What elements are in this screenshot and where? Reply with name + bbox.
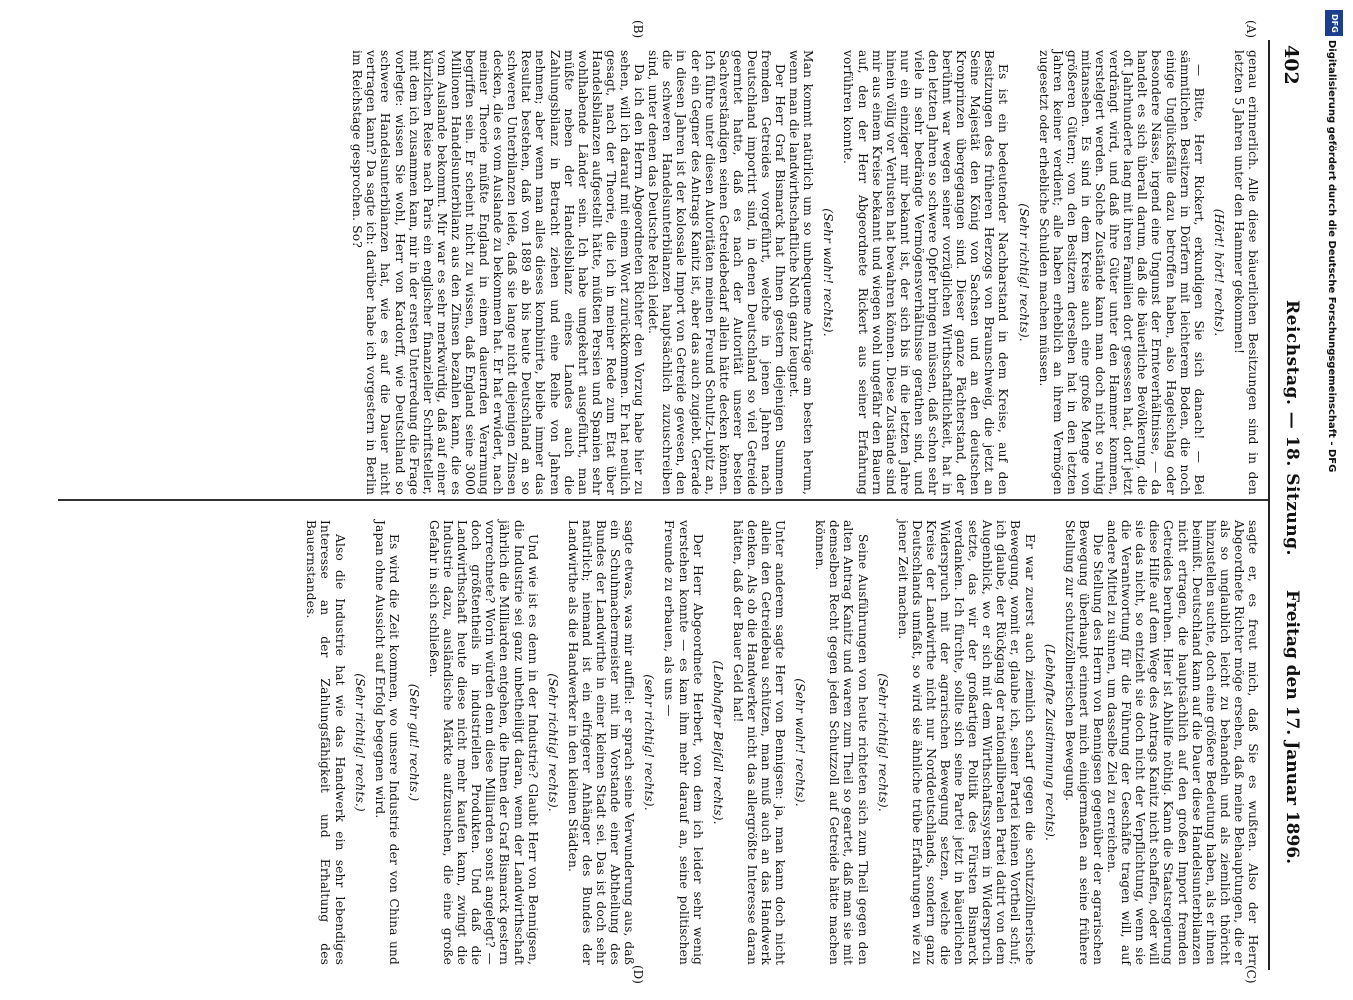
rotated-page <box>50 0 1310 1000</box>
paragraph: Man kommt natürlich um so unbequeme Anträge am besten herum, wenn man die landwirthschaftliche Noth ganz leugnet. <box>787 50 816 495</box>
interjection: (Sehr wahr! rechts). <box>821 208 836 337</box>
paragraph: genau erinnerlich. Alle diese bäuerlichen Besitzungen sind in den letzten 5 Jahren unter den Hammer gekommen! <box>1231 50 1260 495</box>
margin-marker-b: (B) <box>631 20 645 39</box>
left-column <box>350 50 1260 495</box>
margin-marker-d: (D) <box>631 965 645 984</box>
page-header <box>1274 0 1310 1000</box>
page-number: 402 <box>1280 45 1302 85</box>
margin-marker-c: (C) <box>1244 965 1258 984</box>
sidebar-credit <box>1322 10 1352 990</box>
paragraph: sagte etwas, was mir auffiel: er sprach seine Verwunderung aus, daß ein Schuhmachermeister mit im Vorstande einer Abtheilung des Bundes der Landwirthe in einer kleinen Stadt sei. Das ist doch sehr natürlich; niemand ist ein eifrigerer Anhänger des Bundes der Landwirthe als die Handwerker in den kleinen Städten. <box>565 520 637 965</box>
paragraph: Es ist ein bedeutender Nachbarstand in dem Kreise, auf den Besitzungen des früheren Herzogs von Braunschweig, die jetzt an Seine Majestät den König von Sachsen und an den deutschen Kronprinzen übergegangen sind. Dieser ganze Pächterstand, der berühmt war wegen seiner vorzüglichen Wirthschaftlichkeit, hat in den letzten Jahren so schwere Opfer bringen müssen, daß schon sehr viele in sehr bedrängte Vermögensverhältnisse gerathen sind, und nur ein einziger mir bekannt ist, der sich bis in die letzten Jahre hinein völlig vor Verlusten hat bewahren können. Diese Zustände sind mir aus einem Kreise bekannt und wiegen wohl ungefähr den Bauern auf, den der Herr Abgeordnete Rickert aus seiner Erfahrung vorführen konnte. <box>841 50 1011 495</box>
interjection: (Sehr richtig! rechts). <box>1016 203 1031 342</box>
paragraph: Er war zuerst auch ziemlich scharf gegen die schutzzöllnerische Bewegung, womit er, glaube ich, seiner Partei keinen Vortheil schuf; ich glaube, der Rückgang der nationalliberalen Partei datirt von dem Augenblick, wo er sich mit dem Wirthschaftssystem in Widerspruch setzte, das wir der großartigen Politik des Fürsten Bismarck verdanken. Ich fürchte, sollte sich seine Partei jetzt in bäuerlichen Widerspruch mit der agrarischen Bewegung setzen, welche die Kreise der Landwirthe nicht nur Norddeutschlands, sondern ganz Deutschlands umfaßt, so wird sie ähnliche trübe Erfahrungen wie zu jener Zeit machen. <box>895 520 1037 965</box>
session-date: Freitag den 17. Januar 1896. <box>1282 590 1302 865</box>
paragraph: Es wird die Zeit kommen, wo unsere Industrie der von China und Japan ohne Aussicht auf Erfolg begegnen wird. <box>372 520 401 965</box>
paragraph: sagte er, es freut mich, daß Sie es wußten. Also der Herr Abgeordnete Richter möge ersehen, daß meine Behauptungen, die er als so unglaublich leicht zu behandeln und als ziemlich thöricht hinzustellen suchte, doch eine größere Bedeutung haben, als er ihnen beimißt. Deutschland kann auf die Dauer diese Handelsunterbilanzen nicht ertragen, die hauptsächlich auf den großen Import fremden Getreides beruhen. Hier ist Abhilfe nöthig. Kann die Staatsregierung diese Hilfe auf dem Wege des Antrags Kanitz nicht schaffen, oder will sie das nicht, so entzieht sie doch nicht der Verpflichtung, wenn sie die Verantwortung für die Führung der Geschäfte tragen will, auf andere Mittel zu sinnen, um dasselbe Ziel zu erreichen. <box>1105 520 1260 965</box>
interjection: (Sehr richtig! rechts.) <box>352 673 367 812</box>
paragraph: Und wie ist es denn in der Industrie? Glaubt Herr von Bennigsen, die Industrie sei ganz unbetheiligt daran, wenn der Landwirthschaft jährlich die Milliarden entgehen, die Ihnen der Graf Bismarck gestern vorrechnete? Worin würden denn diese Milliarden sonst angelegt? — doch größtentheils in industriellen Produkten. Und daß die Landwirthschaft heute diese nicht mehr kaufen kann, zwingt die Industrie dazu, ausländische Märkte aufzusuchen, die eine große Gefahr in sich schließen. <box>427 520 540 965</box>
interjection: (Lebhafter Beifall rechts). <box>710 660 725 825</box>
paragraph: Der Herr Graf Bismarck hat Ihnen gestern diejenigen Summen fremden Getreides vorgeführt, welche in jenen Jahren nach Deutschland importirt sind, in denen Deutschland so viel Getreide geerntet hatte, daß es nach der Autorität unserer besten Sachverständigen seinen Getreidebedarf allein hätte decken können. Ich führe unter diesen Autoritäten meinen Freund Schultz-Lupitz an, der ein Gegner des Antrags Kanitz ist, aber das auch zugiebt. Gerade in diesen Jahren ist der kolossale Import von Getreide gewesen, den die schweren Handelsunterbilanzen hauptsächlich zuzuschreiben sind, unter denen das Deutsche Reich leidet. <box>646 50 788 495</box>
paragraph: — Bitte, Herr Rickert, erkundigen Sie sich danach! — Bei sämmtlichen Besitzern in Dörfern mit leichterem Boden, die noch einige Unglücksfälle dazu betroffen haben, also Hagelschlag oder besondere Nässe, irgend eine Ungunst der Ernteverhältnisse, — da handelt es sich überall darum, daß die bäuerliche Bevölkerung, die oft Jahrhunderte lang mit ihren Familien dort gesessen hat, dort jetzt verdrängt wird, und daß ihre Güter unter den Hammer kommen, verstelgert werden. Solche Zustände kann man doch nicht so ruhig mitansehen. Es sind in dem Kreise auch eine große Menge von größeren Gütern; von den Besitzern derselben hat in den letzten Jahren keiner verdient; alle haben erheblich an ihrem Vermögen zugesetzt oder erhebliche Schulden machen müssen. <box>1036 50 1206 495</box>
paragraph: Unter anderem sagte Herr von Bennigsen: ja, man kann doch nicht allein den Getreidebau schützen, man muß auch an das Handwerk denken. Als ob die Handwerker nicht das allergrößte Interesse daran hätten, daß der Bauer Geld hat! <box>730 520 788 965</box>
interjection: (Sehr richtig! rechts). <box>875 673 890 812</box>
interjection: (Sehr richtig! rechts). <box>545 673 560 812</box>
dfg-logo: DFG <box>1325 10 1343 36</box>
header-rule <box>1268 40 1270 970</box>
session-title: Reichstag. — 18. Sitzung. <box>1282 300 1302 556</box>
margin-marker-a: (A) <box>1244 20 1258 39</box>
paragraph: Die Stellung des Herrn von Bennigsen gegenüber der agrarischen Bewegung überhaupt erinnert mich einigermaßen an seine frühere Stellung zur schutzzöllnerischen Bewegung. <box>1062 520 1105 965</box>
paragraph: Da ich den Herrn Abgeordneten Richter den Vorzug habe hier zu sehen, will ich darauf mit einem Wort zurückkommen. Er hat neulich gesagt, nach der Theorie, die ich in meiner Rede zum Etat über Handelsbilanzen aufgestellt hätte, müßten Persien und Spanien sehr wohlhabende Länder sein. Ich habe umgekehrt ausgeführt, man müßte neben der Handelsbilanz eines Landes auch die Zahlungsbilanz in Betracht ziehen und eine Reihe von Jahren nehmen; aber wenn man alles dieses kombinirte, bleibe immer das Resultat bestehen, daß von 1889 ab bis heute Deutschland an so schweren Unterbilanzen leide, daß sie lange nicht diejenigen Zinsen decken, die es vom Auslande zu bekommen hat. Er hat erwidert, nach meiner Theorie müßte England in einem dauernden Verarmung begriffen sein. Er scheint nicht zu wissen, daß England seine 3000 Millionen Handelsunterbilanz aus den Zinsen bezahlen kann, die es vom Auslande bekommt. Mir war es sehr merkwürdig, daß auf einer kürzlichen Reise nach Paris ein englischer finanzieller Schriftsteller, mit dem ich zusammen kam, mir in der ersten Unterredung die Frage vorlegte: wissen Sie wohl, Herr von Kardorff, wie Deutschland so schwere Handelsunterbilanzen hat, wie es auf die Dauer nicht vertragen kann? Da sagte ich: darüber habe ich vorgestern in Berlin im Reichstage gesprochen. So? <box>350 50 647 495</box>
paragraph: Seine Ausführungen von heute richteten sich zum Theil gegen den alten Antrag Kanitz und waren zum Theil so geartet, daß man sie mit demselben Recht gegen jeden Schutzzoll auf Getreide hätte machen können. <box>813 520 870 965</box>
paragraph: Der Herr Abgeordnete Herbert, von dem ich leider sehr wenig verstehen konnte — es kam ihm mehr darauf an, seine politischen Freunde zu erbauen, als uns — <box>662 520 705 965</box>
interjection: (Sehr gut! rechts.) <box>406 683 421 802</box>
digitization-credit: Digitalisierung gefördert durch die Deutsche Forschungsgemeinschaft - DFG <box>1326 40 1337 473</box>
right-column <box>304 520 1260 965</box>
interjection: (Hört! hört! rechts). <box>1211 208 1226 337</box>
interjection: (Lebhafte Zustimmung rechts). <box>1042 643 1057 842</box>
interjection: (sehr richtig! rechts). <box>642 674 657 811</box>
paragraph: Also die Industrie hat wie das Handwerk ein sehr lebendiges Interesse an der Zahlungsfähigkeit und Erhaltung des Bauernstandes. <box>304 520 347 965</box>
interjection: (Sehr wahr! rechts). <box>793 678 808 807</box>
column-divider <box>58 499 1268 501</box>
